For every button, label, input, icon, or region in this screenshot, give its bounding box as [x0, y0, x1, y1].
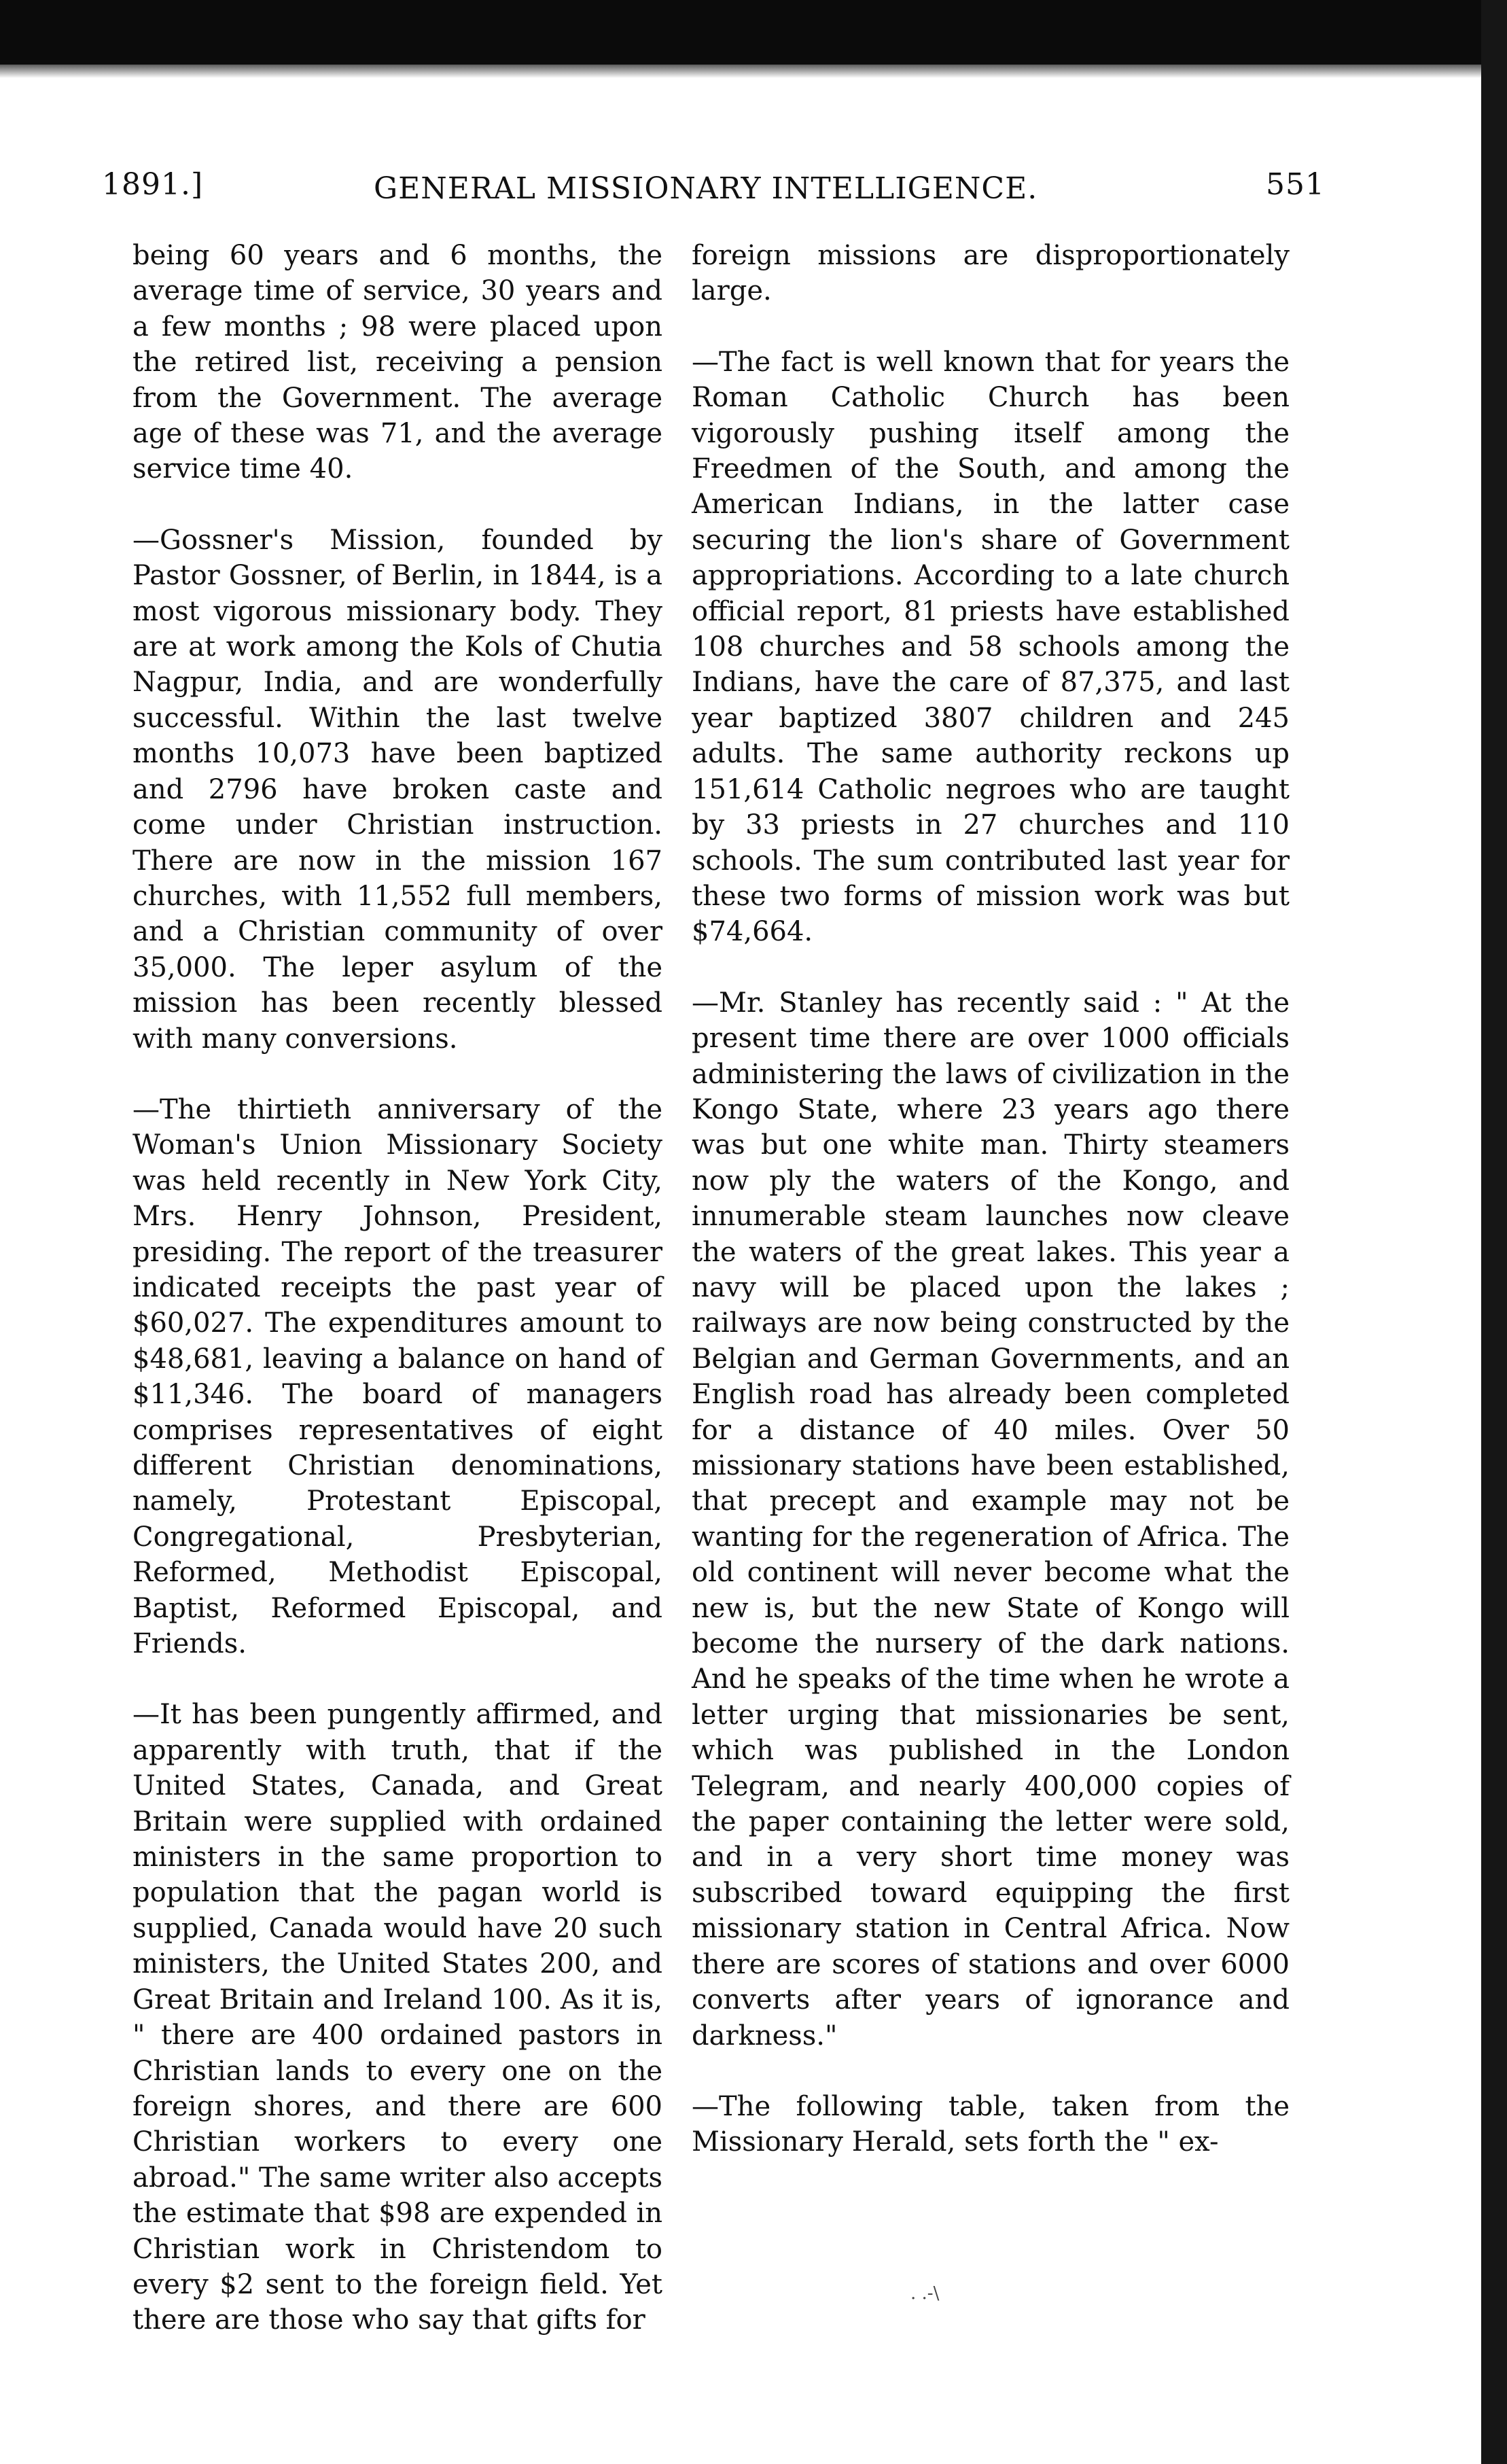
scan-border-right	[1481, 0, 1507, 2464]
scan-border-top	[0, 0, 1507, 65]
left-paragraph-1: being 60 years and 6 months, the average time of service, 30 years and a few months ; 98 were placed upon the retired list, receiving a pension from the Government. The average age of these was 71, and the average service time 40.	[132, 240, 662, 485]
right-paragraph-4: —The following table, taken from the Missionary Herald, sets forth the " ex-	[692, 2090, 1290, 2158]
right-paragraph-2: —The fact is well known that for years the Roman Catholic Church has been vigorously pushing itself among the Freedmen of the South, and among the American Indians, in the latter case securing the lion's share of Government appropriations. According to a late church official report, 81 priests have established 108 churches and 58 schools among the Indians, have the care of 87,375, and last year baptized 3807 children and 245 adults. The same authority reckons up 151,614 Catholic negroes who are taught by 33 priests in 27 churches and 110 schools. The sum contributed last year for these two forms of mission work was but $74,664.	[692, 346, 1290, 948]
right-paragraph-3: —Mr. Stanley has recently said : " At the present time there are over 1000 officials administering the laws of civilization in the Kongo State, where 23 years ago there was but one white man. Thirty steamers now ply the waters of the Kongo, and innumerable steam launches now cleave the waters of the great lakes. This year a navy will be placed upon the lakes ; railways are now being constructed by the Belgian and German Governments, and an English road has already been completed for a distance of 40 miles. Over 50 missionary stations have been established, that precept and example may not be wanting for the regeneration of Africa. The old continent will never become what the new is, but the new State of Kongo will become the nursery of the dark nations. And he speaks of the time when he wrote a letter urging that missionaries be sent, which was published in the London Telegram, and nearly 400,000 copies of the paper containing the letter were sold, and in a very short time money was subscribed toward equipping the first missionary station in Central Africa. Now there are scores of stations and over 6000 converts after years of ignorance and darkness."	[692, 987, 1290, 2052]
header-year: 1891.]	[102, 167, 204, 202]
header-title: GENERAL MISSIONARY INTELLIGENCE.	[374, 171, 1038, 206]
page-number: 551	[1266, 167, 1325, 202]
footer-mark: . .-\	[910, 2283, 940, 2304]
right-column	[692, 238, 1290, 2196]
left-column	[132, 238, 662, 2374]
left-paragraph-3: —The thirtieth anniversary of the Woman's Union Missionary Society was held recently in New York City, Mrs. Henry Johnson, President, presiding. The report of the treasurer indicated receipts the past year of $60,027. The expenditures amount to $48,681, leaving a balance on hand of $11,346. The board of managers comprises representatives of eight different Christian denominations, namely, Protestant Episcopal, Congregational, Presbyterian, Reformed, Methodist Episcopal, Baptist, Reformed Episcopal, and Friends.	[132, 1093, 662, 1660]
left-paragraph-2: —Gossner's Mission, founded by Pastor Gossner, of Berlin, in 1844, is a most vigorous missionary body. They are at work among the Kols of Chutia Nagpur, India, and are wonderfully successful. Within the last twelve months 10,073 have been baptized and 2796 have broken caste and come under Christian instruction. There are now in the mission 167 churches, with 11,552 full members, and a Christian community of over 35,000. The leper asylum of the mission has been recently blessed with many conversions.	[132, 524, 662, 1055]
running-header	[102, 167, 1325, 215]
right-paragraph-1: foreign missions are disproportionately large.	[692, 240, 1290, 307]
left-paragraph-4: —It has been pungently affirmed, and apparently with truth, that if the United States, Canada, and Great Britain were supplied with ordained ministers in the same proportion to population that the pagan world is supplied, Canada would have 20 such ministers, the United States 200, and Great Britain and Ireland 100. As it is, " there are 400 ordained pastors in Christian lands to every one on the foreign shores, and there are 600 Christian workers to every one abroad." The same writer also accepts the estimate that $98 are expended in Christian work in Christendom to every $2 sent to the foreign field. Yet there are those who say that gifts for	[132, 1699, 662, 2336]
scan-shadow	[0, 65, 1507, 78]
